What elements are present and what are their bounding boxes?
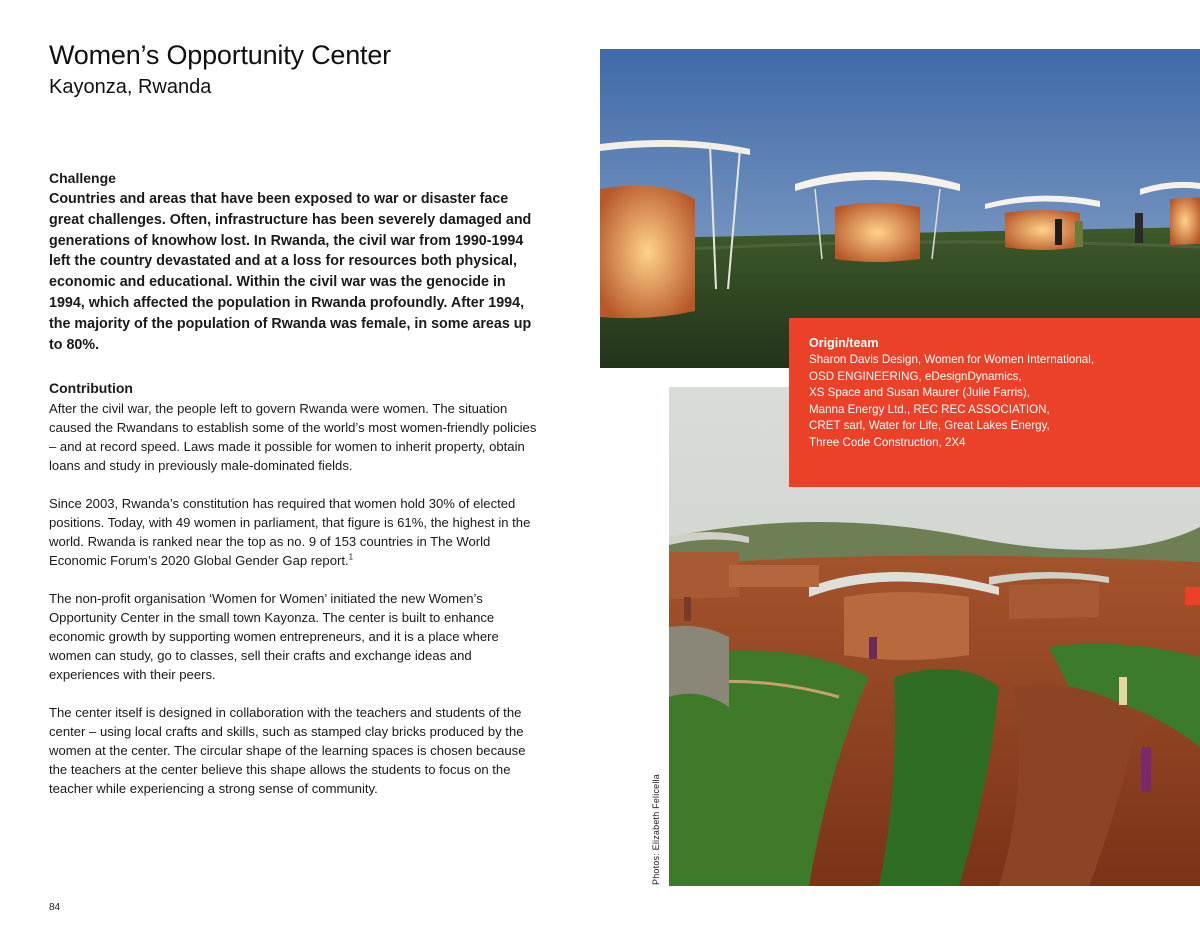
team-line: XS Space and Susan Maurer (Julie Farris),	[809, 386, 1031, 400]
contribution-heading: Contribution	[49, 380, 133, 396]
contribution-paragraph-2: Since 2003, Rwanda’s constitution has required that women hold 30% of elected positions. Today, with 49 women in parliament, that figure is 61%, the highest in the world. Rwanda is ranked near the top as no. 9 of 153 countries in The World Economic Forum’s 2020 Global Gender Gap report.$^1$	[49, 496, 531, 568]
photo-credit: Photos: Elizabeth Felicella	[651, 774, 661, 885]
challenge-body: Countries and areas that have been exposed to war or disaster face great challenges. Often, infrastructure has been severely damaged and generations of knowhow lost. In Rwanda, the civil war from 1990-1994 left the country devastated and at a loss for resources both physical, economic and educational. Within the civil war was the genocide in 1994, which affected the population in Rwanda profoundly. After 1994, the majority of the population of Rwanda was female, in some areas up to 80%.	[49, 191, 532, 353]
contribution-paragraph-4: The center itself is designed in collaboration with the teachers and students of the center – using local crafts and skills, such as stamped clay bricks produced by the women at the center. The circular shape of the learning spaces is chosen because the teachers at the center believe this shape allows the students to focus on the teacher while experiencing a strong sense of community.	[49, 705, 526, 796]
page-number: 84	[49, 902, 61, 913]
team-line: Sharon Davis Design, Women for Women International,	[809, 353, 1095, 366]
challenge-heading: Challenge	[49, 170, 116, 186]
team-line: Manna Energy Ltd., REC REC ASSOCIATION,	[809, 402, 1050, 416]
contribution-paragraph-3: The non-profit organisation ‘Women for Women’ initiated the new Women’s Opportunity Center in the small town Kayonza. The center is built to enhance economic growth by supporting women entrepreneurs, and it is a place where women can study, go to classes, sell their crafts and exchange ideas and experiences with their peers.	[49, 591, 499, 682]
contribution-section	[49, 379, 539, 817]
team-info-box	[789, 318, 1200, 487]
challenge-section	[49, 169, 539, 355]
team-line: Three Code Construction, 2X4	[809, 435, 966, 449]
contribution-paragraph-1: After the civil war, the people left to govern Rwanda were women. The situation caused the Rwandans to establish some of the world’s most women-friendly policies – and at record speed. Laws made it possible for women to inherit property, obtain loans and study in previously male-dominated fields.	[49, 401, 537, 473]
accent-tab	[1185, 587, 1200, 605]
team-line: OSD ENGINEERING, eDesignDynamics,	[809, 369, 1022, 383]
page-title: Women’s Opportunity Center	[49, 40, 391, 70]
team-heading: Origin/team	[809, 336, 879, 350]
team-line: CRET sarl, Water for Life, Great Lakes Energy,	[809, 419, 1050, 433]
page-subtitle: Kayonza, Rwanda	[49, 76, 212, 98]
footnote-mark: 1	[348, 552, 354, 562]
